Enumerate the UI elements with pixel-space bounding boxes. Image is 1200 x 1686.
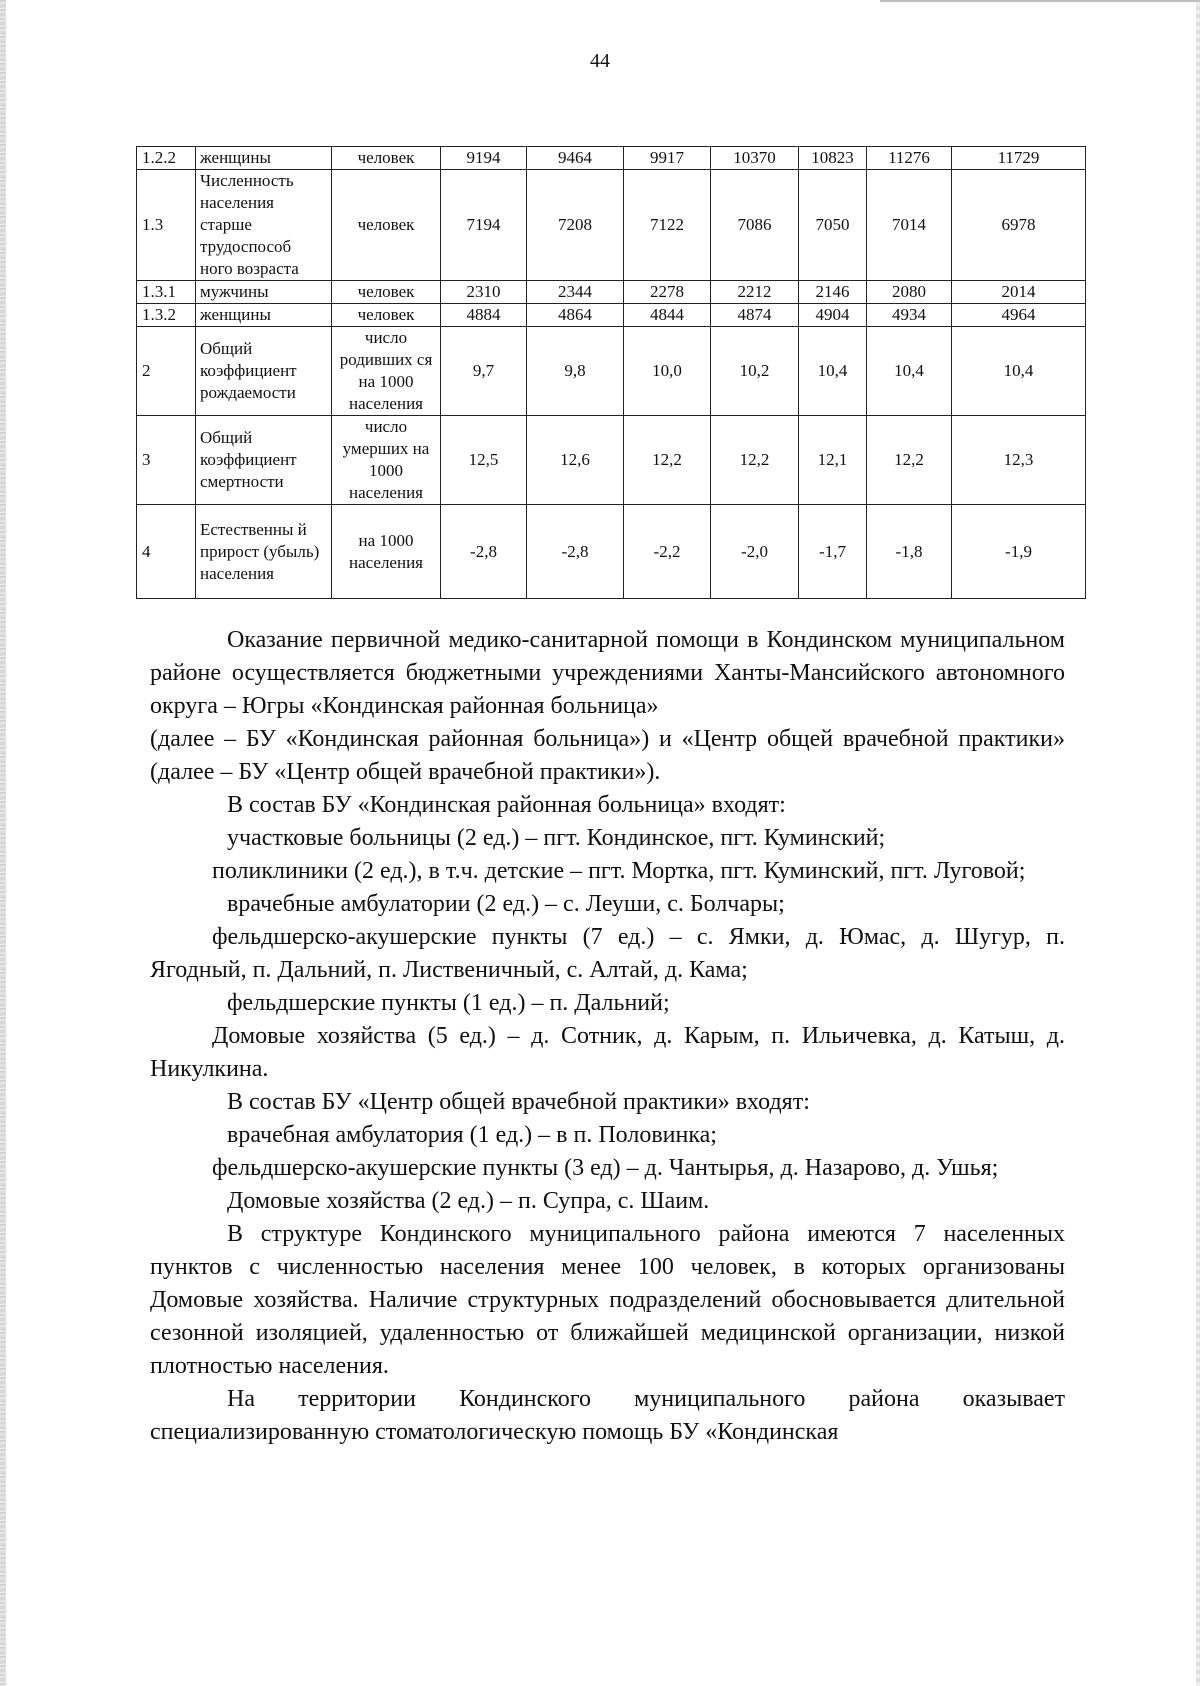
row-value: -1,9 [952,505,1086,599]
row-value: 11276 [867,147,952,170]
row-value: 12,2 [624,416,711,505]
row-indicator: женщины [196,147,332,170]
row-value: 2278 [624,281,711,304]
list-item: поликлиники (2 ед.), в т.ч. детские – пгт. Мортка, пгт. Куминский, пгт. Луговой; [212,858,1026,884]
row-value: 12,5 [441,416,527,505]
row-value: 10,4 [867,327,952,416]
row-value: 12,6 [527,416,624,505]
statistics-table [136,146,1086,599]
row-code: 4 [137,505,196,599]
row-value: 12,2 [711,416,799,505]
row-value: 12,1 [799,416,867,505]
row-value: 9,7 [441,327,527,416]
row-value: 10823 [799,147,867,170]
row-value: 2310 [441,281,527,304]
row-unit: число родивших ся на 1000 населения [332,327,441,416]
row-value: -1,8 [867,505,952,599]
table-row [137,327,1086,416]
row-value: 4874 [711,304,799,327]
row-value: 7122 [624,170,711,281]
row-indicator: Естественны й прирост (убыль) населения [196,505,332,599]
scan-edge-left [0,0,6,1686]
row-value: 12,3 [952,416,1086,505]
row-value: -2,0 [711,505,799,599]
paragraph: В состав БУ «Центр общей врачебной практики» входят: [227,1089,810,1115]
row-value: 9,8 [527,327,624,416]
row-unit: число умерших на 1000 населения [332,416,441,505]
list-item: Домовые хозяйства (5 ед.) – д. Сотник, д. Карым, п. Ильичевка, д. Катыш, д. Никулкина. [150,1023,1065,1082]
row-unit: на 1000 населения [332,505,441,599]
paragraph: (далее – БУ «Кондинская районная больница») и «Центр общей врачебной практики» (далее – БУ «Центр общей врачебной практики»). [150,726,1065,785]
table-row [137,505,1086,599]
row-value: 11729 [952,147,1086,170]
row-value: -2,2 [624,505,711,599]
row-indicator: мужчины [196,281,332,304]
row-value: 2212 [711,281,799,304]
row-value: 12,2 [867,416,952,505]
row-code: 3 [137,416,196,505]
row-value: 10370 [711,147,799,170]
row-value: 2014 [952,281,1086,304]
row-code: 1.2.2 [137,147,196,170]
row-value: 10,2 [711,327,799,416]
table-row [137,170,1086,281]
list-item: фельдшерско-акушерские пункты (3 ед) – д. Чантырья, д. Назарово, д. Ушья; [212,1155,999,1181]
row-value: -2,8 [527,505,624,599]
row-indicator: Численность населения старше трудоспособ ного возраста [196,170,332,281]
row-value: 2146 [799,281,867,304]
list-item: врачебная амбулатория (1 ед.) – в п. Половинка; [227,1122,717,1148]
row-indicator: Общий коэффициент рождаемости [196,327,332,416]
row-value: 2080 [867,281,952,304]
row-value: 4864 [527,304,624,327]
row-value: 7086 [711,170,799,281]
page-number: 44 [590,50,610,72]
row-value: 2344 [527,281,624,304]
table-row [137,147,1086,170]
paragraph: На территории Кондинского муниципального района оказывает специализированную стоматологическую помощь БУ «Кондинская [150,1386,1065,1445]
row-value: -1,7 [799,505,867,599]
row-value: 9194 [441,147,527,170]
row-indicator: Общий коэффициент смертности [196,416,332,505]
list-item: фельдшерско-акушерские пункты (7 ед.) – с. Ямки, д. Юмас, д. Шугур, п. Ягодный, п. Дальний, п. Лиственичный, с. Алтай, д. Кама; [150,924,1065,983]
row-code: 1.3 [137,170,196,281]
row-code: 1.3.1 [137,281,196,304]
table-row [137,281,1086,304]
row-code: 1.3.2 [137,304,196,327]
row-unit: человек [332,147,441,170]
paragraph: В структуре Кондинского муниципального района имеются 7 населенных пунктов с численностью населения менее 100 человек, в которых организованы Домовые хозяйства. Наличие структурных подразделений обосновывается длительной сезонной изоляцией, удаленностью от ближайшей медицинской организации, низкой плотностью населения. [150,1221,1065,1379]
row-value: 7208 [527,170,624,281]
row-code: 2 [137,327,196,416]
row-value: 10,4 [799,327,867,416]
list-item: фельдшерские пункты (1 ед.) – п. Дальний; [227,990,670,1016]
list-item: врачебные амбулатории (2 ед.) – с. Леуши, с. Болчары; [227,891,785,917]
row-value: 4844 [624,304,711,327]
row-value: 7014 [867,170,952,281]
row-unit: человек [332,281,441,304]
row-value: 10,0 [624,327,711,416]
row-value: 6978 [952,170,1086,281]
row-value: 4884 [441,304,527,327]
paragraph: В состав БУ «Кондинская районная больница» входят: [227,792,786,818]
list-item: Домовые хозяйства (2 ед.) – п. Супра, с. Шаим. [227,1188,710,1214]
row-unit: человек [332,170,441,281]
table-row [137,304,1086,327]
row-value: 4964 [952,304,1086,327]
row-unit: человек [332,304,441,327]
row-value: -2,8 [441,505,527,599]
table-row [137,416,1086,505]
list-item: участковые больницы (2 ед.) – пгт. Кондинское, пгт. Куминский; [227,825,886,851]
row-value: 10,4 [952,327,1086,416]
row-indicator: женщины [196,304,332,327]
scan-edge-right [1196,0,1200,1686]
body-text [150,624,1065,1449]
row-value: 4904 [799,304,867,327]
row-value: 7194 [441,170,527,281]
row-value: 7050 [799,170,867,281]
paragraph: Оказание первичной медико-санитарной помощи в Кондинском муниципальном районе осуществляется бюджетными учреждениями Ханты-Мансийского автономного округа – Югры «Кондинская районная больница» [150,627,1065,719]
row-value: 4934 [867,304,952,327]
scan-top-line [880,0,1200,2]
row-value: 9464 [527,147,624,170]
row-value: 9917 [624,147,711,170]
